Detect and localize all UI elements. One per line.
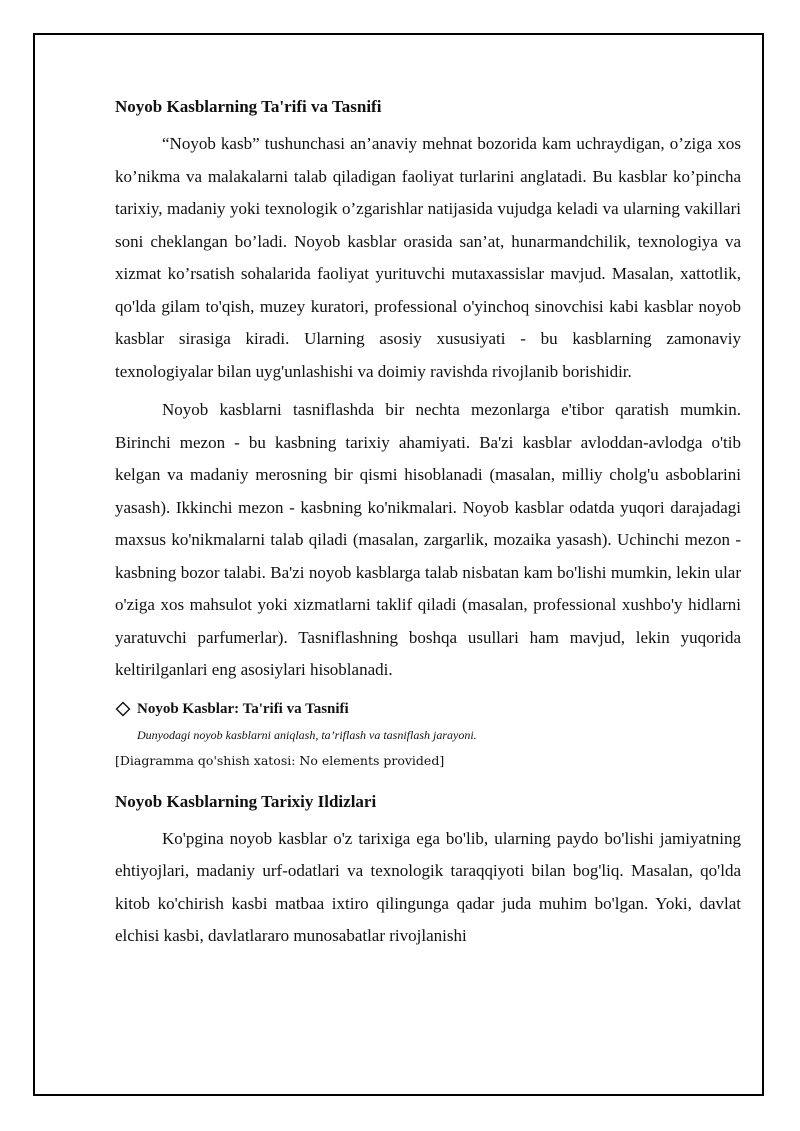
document-body — [115, 96, 741, 959]
section-heading: Noyob Kasblarning Tarixiy Ildizlari — [115, 791, 377, 811]
diagram-title-row — [115, 699, 741, 719]
diagram-caption: Dunyodagi noyob kasblarni aniqlash, ta’riflash va tasniflash jarayoni. — [137, 727, 477, 742]
section-heading: Noyob Kasblarning Ta'rifi va Tasnifi — [115, 97, 382, 116]
diagram-title: Noyob Kasblar: Ta'rifi va Tasnifi — [137, 700, 349, 717]
diagram-error-message: [Diagramma qo'shish xatosi: No elements provided] — [115, 752, 445, 768]
diagram-placeholder — [115, 699, 741, 769]
tag-icon — [115, 701, 131, 717]
paragraph: Noyob kasblarni tasniflashda bir nechta mezonlarga e'tibor qaratish mumkin. Birinchi mezon - bu kasbning tarixiy ahamiyati. Ba'zi kasblar avloddan-avlodga o'tib kelgan va madaniy merosning bir qismi hisoblanadi (masalan, milliy cholg'u asboblarini yasash). Ikkinchi mezon - kasbning ko'nikmalari. Noyob kasblar odatda yuqori darajadagi maxsus ko'nikmalarni talab qiladi (masalan, zargarlik, mozaika yasash). Uchinchi mezon - kasbning bozor talabi. Ba'zi noyob kasblarga talab nisbatan kam bo'lishi mumkin, lekin ular o'ziga xos mahsulot yoki xizmatlarni taklif qiladi (masalan, professional xushbo'y hidlarni yaratuvchi parfumerlar). Tasniflashning boshqa usullari ham mavjud, lekin yuqorida keltirilganlari eng asosiylari hisoblanadi. — [115, 400, 741, 679]
paragraph: “Noyob kasb” tushunchasi an’anaviy mehnat bozorida kam uchraydigan, o’ziga xos ko’nikma va malakalarni talab qiladigan faoliyat turlarini anglatadi. Bu kasblar ko’pincha tarixiy, madaniy yoki texnologik o’zgarishlar natijasida vujudga keladi va ularning vakillari soni cheklangan bo’ladi. Noyob kasblar orasida san’at, hunarmandchilik, texnologiya va xizmat ko’rsatish sohalarida faoliyat yurituvchi mutaxassislar mavjud. Masalan, xattotlik, qo'lda gilam to'qish, muzey kuratori, professional o'yinchoq sinovchisi kabi kasblar noyob kasblar sirasiga kiradi. Ularning asosiy xususiyati - bu kasblarning zamonaviy texnologiyalar bilan uyg'unlashishi va doimiy ravishda rivojlanib borishidir. — [115, 134, 741, 381]
paragraph: Ko'pgina noyob kasblar o'z tarixiga ega bo'lib, ularning paydo bo'lishi jamiyatning ehtiyojlari, madaniy urf-odatlari va texnologik taraqqiyoti bilan bog'liq. Masalan, qo'lda kitob ko'chirish kasbi matbaa ixtiro qilingunga qadar juda muhim bo'lgan. Yoki, davlat elchisi kasbi, davlatlararo munosabatlar rivojlanishi — [115, 828, 741, 945]
